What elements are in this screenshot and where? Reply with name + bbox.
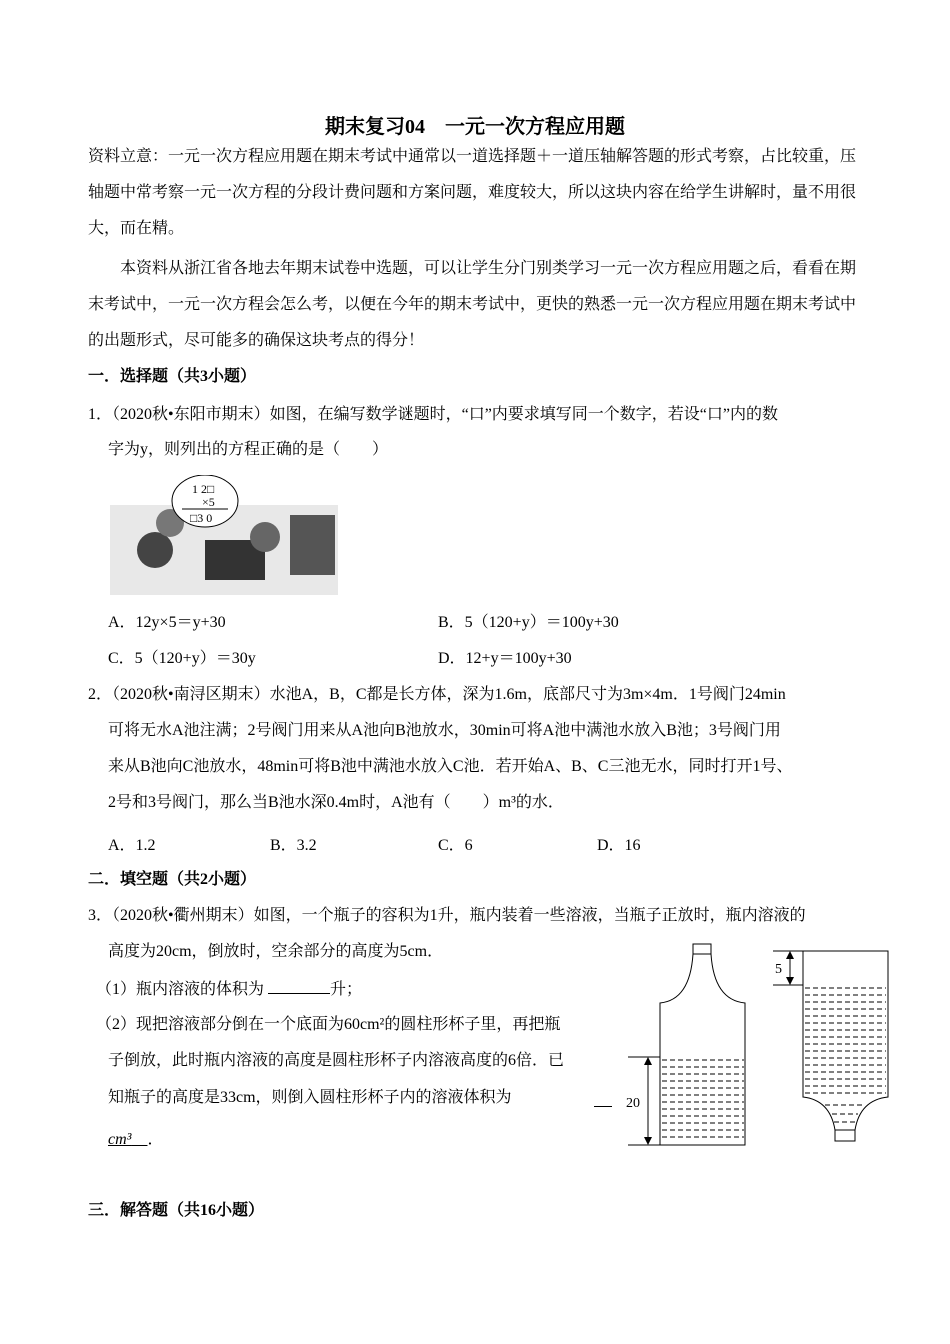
bottle-diagram [620,940,900,1150]
q3-text: 3．（2020秋•衢州期末）如图，一个瓶子的容积为1升，瓶内装着一些溶液，当瓶子正放时，瓶内溶液的 [88,907,806,924]
q2-text: 2号和3号阀门，那么当B池水深0.4m时，A池有（ ）m³的水． [88,794,564,811]
q3-part1 [88,979,362,1000]
puzzle-line: ×5 [202,495,215,509]
q1-option-c[interactable]: C．5（120+y）＝30y [108,650,256,667]
liquid-lines-upright [662,1060,744,1137]
puzzle-line: □3 0 [190,511,213,525]
q3-text: 子倒放，此时瓶内溶液的高度是圆柱形杯子内溶液高度的6倍．已 [88,1052,565,1069]
q1-cartoon-image [110,475,340,597]
q1-option-b[interactable]: B．5（120+y）＝100y+30 [438,614,619,631]
q2-text: 可将无水A池注满；2号阀门用来从A池向B池放水，30min可将A池中满池水放入B池；3号阀门用 [88,722,781,739]
intro-line: 轴题中常考察一元一次方程的分段计费问题和方案问题，难度较大，所以这块内容在给学生讲解时，量不用很 [88,184,857,201]
q2-text: 来从B池向C池放水，48min可将B池中满池水放入C池．若开始A、B、C三池无水，同时打开1号、 [88,758,793,775]
puzzle-line: 1 2□ [192,482,215,496]
q1-text: 字为y，则列出的方程正确的是（ ） [88,441,389,458]
q2-option-c[interactable]: C．6 [438,837,473,854]
page-title: 期末复习04 一元一次方程应用题 [325,116,625,138]
q3-period: ． [147,1131,164,1148]
q3-unit-line [108,1130,163,1150]
q2-option-b[interactable]: B．3.2 [270,837,317,854]
q3-answer-blank-2[interactable] [594,1092,612,1107]
section-heading-answer: 三．解答题（共16小题） [88,1202,265,1219]
q3-unit-liter: 升； [330,981,363,998]
section-heading-fill: 二．填空题（共2小题） [88,871,257,888]
q2-text: 2．（2020秋•南浔区期末）水池A，B，C都是长方体，深为1.6m，底部尺寸为3m×4m．1号阀门24min [88,686,786,703]
liquid-lines-inverted [805,988,886,1122]
q1-option-a[interactable]: A．12y×5＝y+30 [108,614,226,631]
q3-text: （2）现把溶液部分倒在一个底面为60cm²的圆柱形杯子里，再把瓶 [88,1016,561,1033]
intro-line: 大，而在精。 [88,220,185,237]
q1-option-d[interactable]: D．12+y＝100y+30 [438,650,572,667]
q3-unit-cm3: cm³ [108,1131,132,1148]
q1-text: 1．（2020秋•东阳市期末）如图，在编写数学谜题时，“口”内要求填写同一个数字，若设“口”内的数 [88,406,779,423]
height-label-5: 5 [775,962,782,977]
intro-line: 本资料从浙江省各地去年期末试卷中选题，可以让学生分门别类学习一元一次方程应用题之后，看看在期 [88,260,857,277]
q2-option-d[interactable]: D．16 [597,837,641,854]
q2-option-a[interactable]: A．1.2 [108,837,156,854]
intro-line: 的出题形式，尽可能多的确保这块考点的得分！ [88,332,425,349]
q3-text: 知瓶子的高度是33cm，则倒入圆柱形杯子内的溶液体积为 [88,1089,512,1106]
q3-answer-blank-1[interactable] [268,979,330,994]
section-heading-choice: 一．选择题（共3小题） [88,368,257,385]
height-label-20: 20 [626,1096,640,1111]
q3-text: 高度为20cm，倒放时，空余部分的高度为5cm． [88,943,444,960]
q3-part1-text: （1）瓶内溶液的体积为 [88,981,265,998]
intro-line: 资料立意：一元一次方程应用题在期末考试中通常以一道选择题＋一道压轴解答题的形式考察，占比较重，压 [88,148,857,165]
intro-line: 末考试中，一元一次方程会怎么考，以便在今年的期末考试中，更快的熟悉一元一次方程应用题在期末考试中 [88,296,857,313]
